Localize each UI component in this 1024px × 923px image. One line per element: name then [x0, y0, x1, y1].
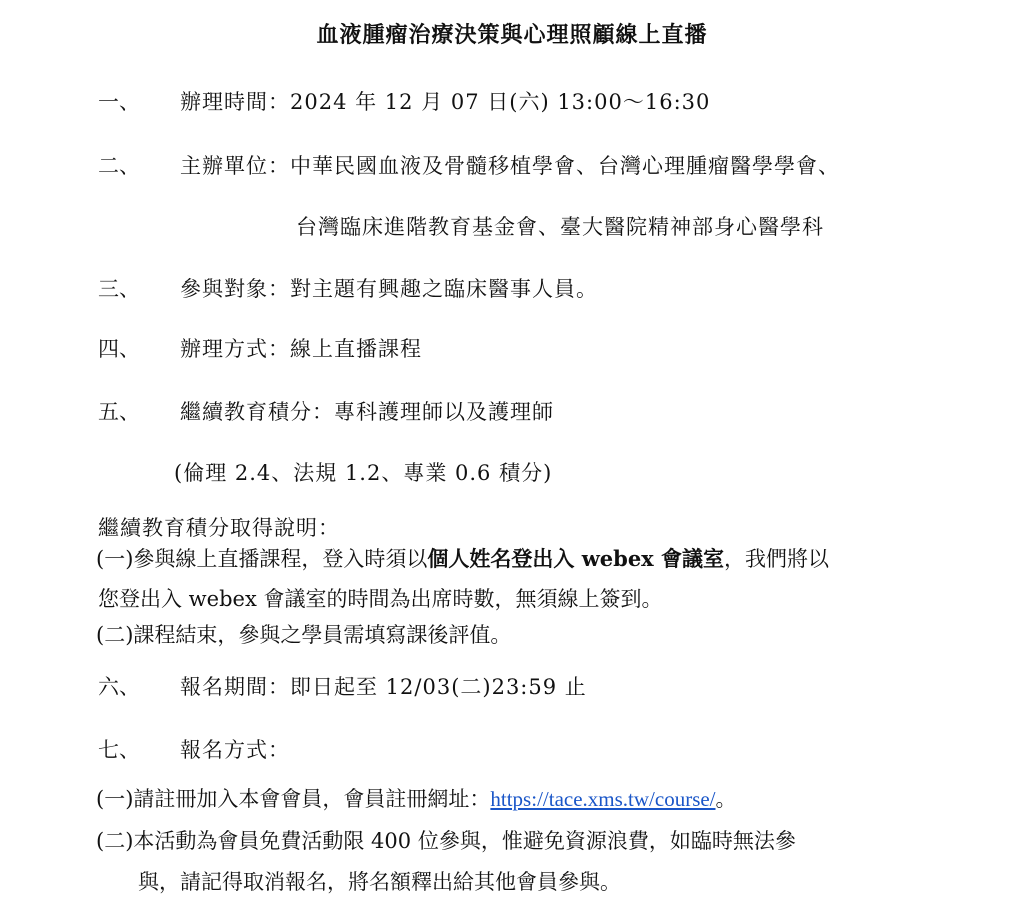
credit-point-one-end: ，我們將以	[724, 547, 830, 571]
item-seven-text: 報名方式：	[180, 738, 290, 762]
registration-step-two: (二)本活動為會員免費活動限 400 位參與，惟避免資源浪費，如臨時無法參	[96, 829, 796, 853]
item-two-text: 主辦單位：中華民國血液及骨髓移植學會、台灣心理腫瘤醫學學會、	[180, 154, 840, 178]
registration-step-one-end: 。	[715, 787, 737, 811]
item-one-number: 一、	[98, 90, 140, 114]
credit-point-one-emphasis: 個人姓名登出入 webex 會議室	[427, 546, 725, 571]
item-three-number: 三、	[98, 277, 140, 301]
registration-step-two-continued: 與，請記得取消報名，將名額釋出給其他會員參與。	[138, 870, 621, 894]
item-two-number: 二、	[98, 154, 140, 178]
item-two-text-continued: 台灣臨床進階教育基金會、臺大醫院精神部身心醫學科	[296, 215, 824, 239]
item-seven-number: 七、	[98, 738, 140, 762]
credit-point-one-start: (一)參與線上直播課程，登入時須以	[96, 547, 428, 571]
item-six-text: 報名期間：即日起至 12/03(二)23:59 止	[180, 675, 587, 699]
registration-step-one	[96, 789, 737, 810]
item-five-text: 繼續教育積分：專科護理師以及護理師	[180, 400, 554, 424]
item-three-text: 參與對象：對主題有興趣之臨床醫事人員。	[180, 277, 598, 301]
item-six-number: 六、	[98, 675, 140, 699]
item-five-number: 五、	[98, 400, 140, 424]
item-one-text: 辦理時間：2024 年 12 月 07 日(六) 13:00～16:30	[180, 90, 711, 114]
item-four-text: 辦理方式：線上直播課程	[180, 337, 422, 361]
credit-heading: 繼續教育積分取得說明：	[98, 516, 340, 540]
page-title: 血液腫瘤治療決策與心理照顧線上直播	[316, 22, 708, 48]
credit-point-one-continued: 您登出入 webex 會議室的時間為出席時數，無須線上簽到。	[98, 587, 663, 611]
credit-point-one	[96, 548, 829, 570]
registration-link[interactable]: https://tace.xms.tw/course/	[490, 787, 716, 811]
credit-point-two: (二)課程結束，參與之學員需填寫課後評值。	[96, 623, 512, 647]
item-five-credits: (倫理 2.4、法規 1.2、專業 0.6 積分)	[174, 461, 553, 485]
registration-step-one-text: (一)請註冊加入本會會員，會員註冊網址：	[96, 787, 491, 811]
item-four-number: 四、	[98, 337, 140, 361]
